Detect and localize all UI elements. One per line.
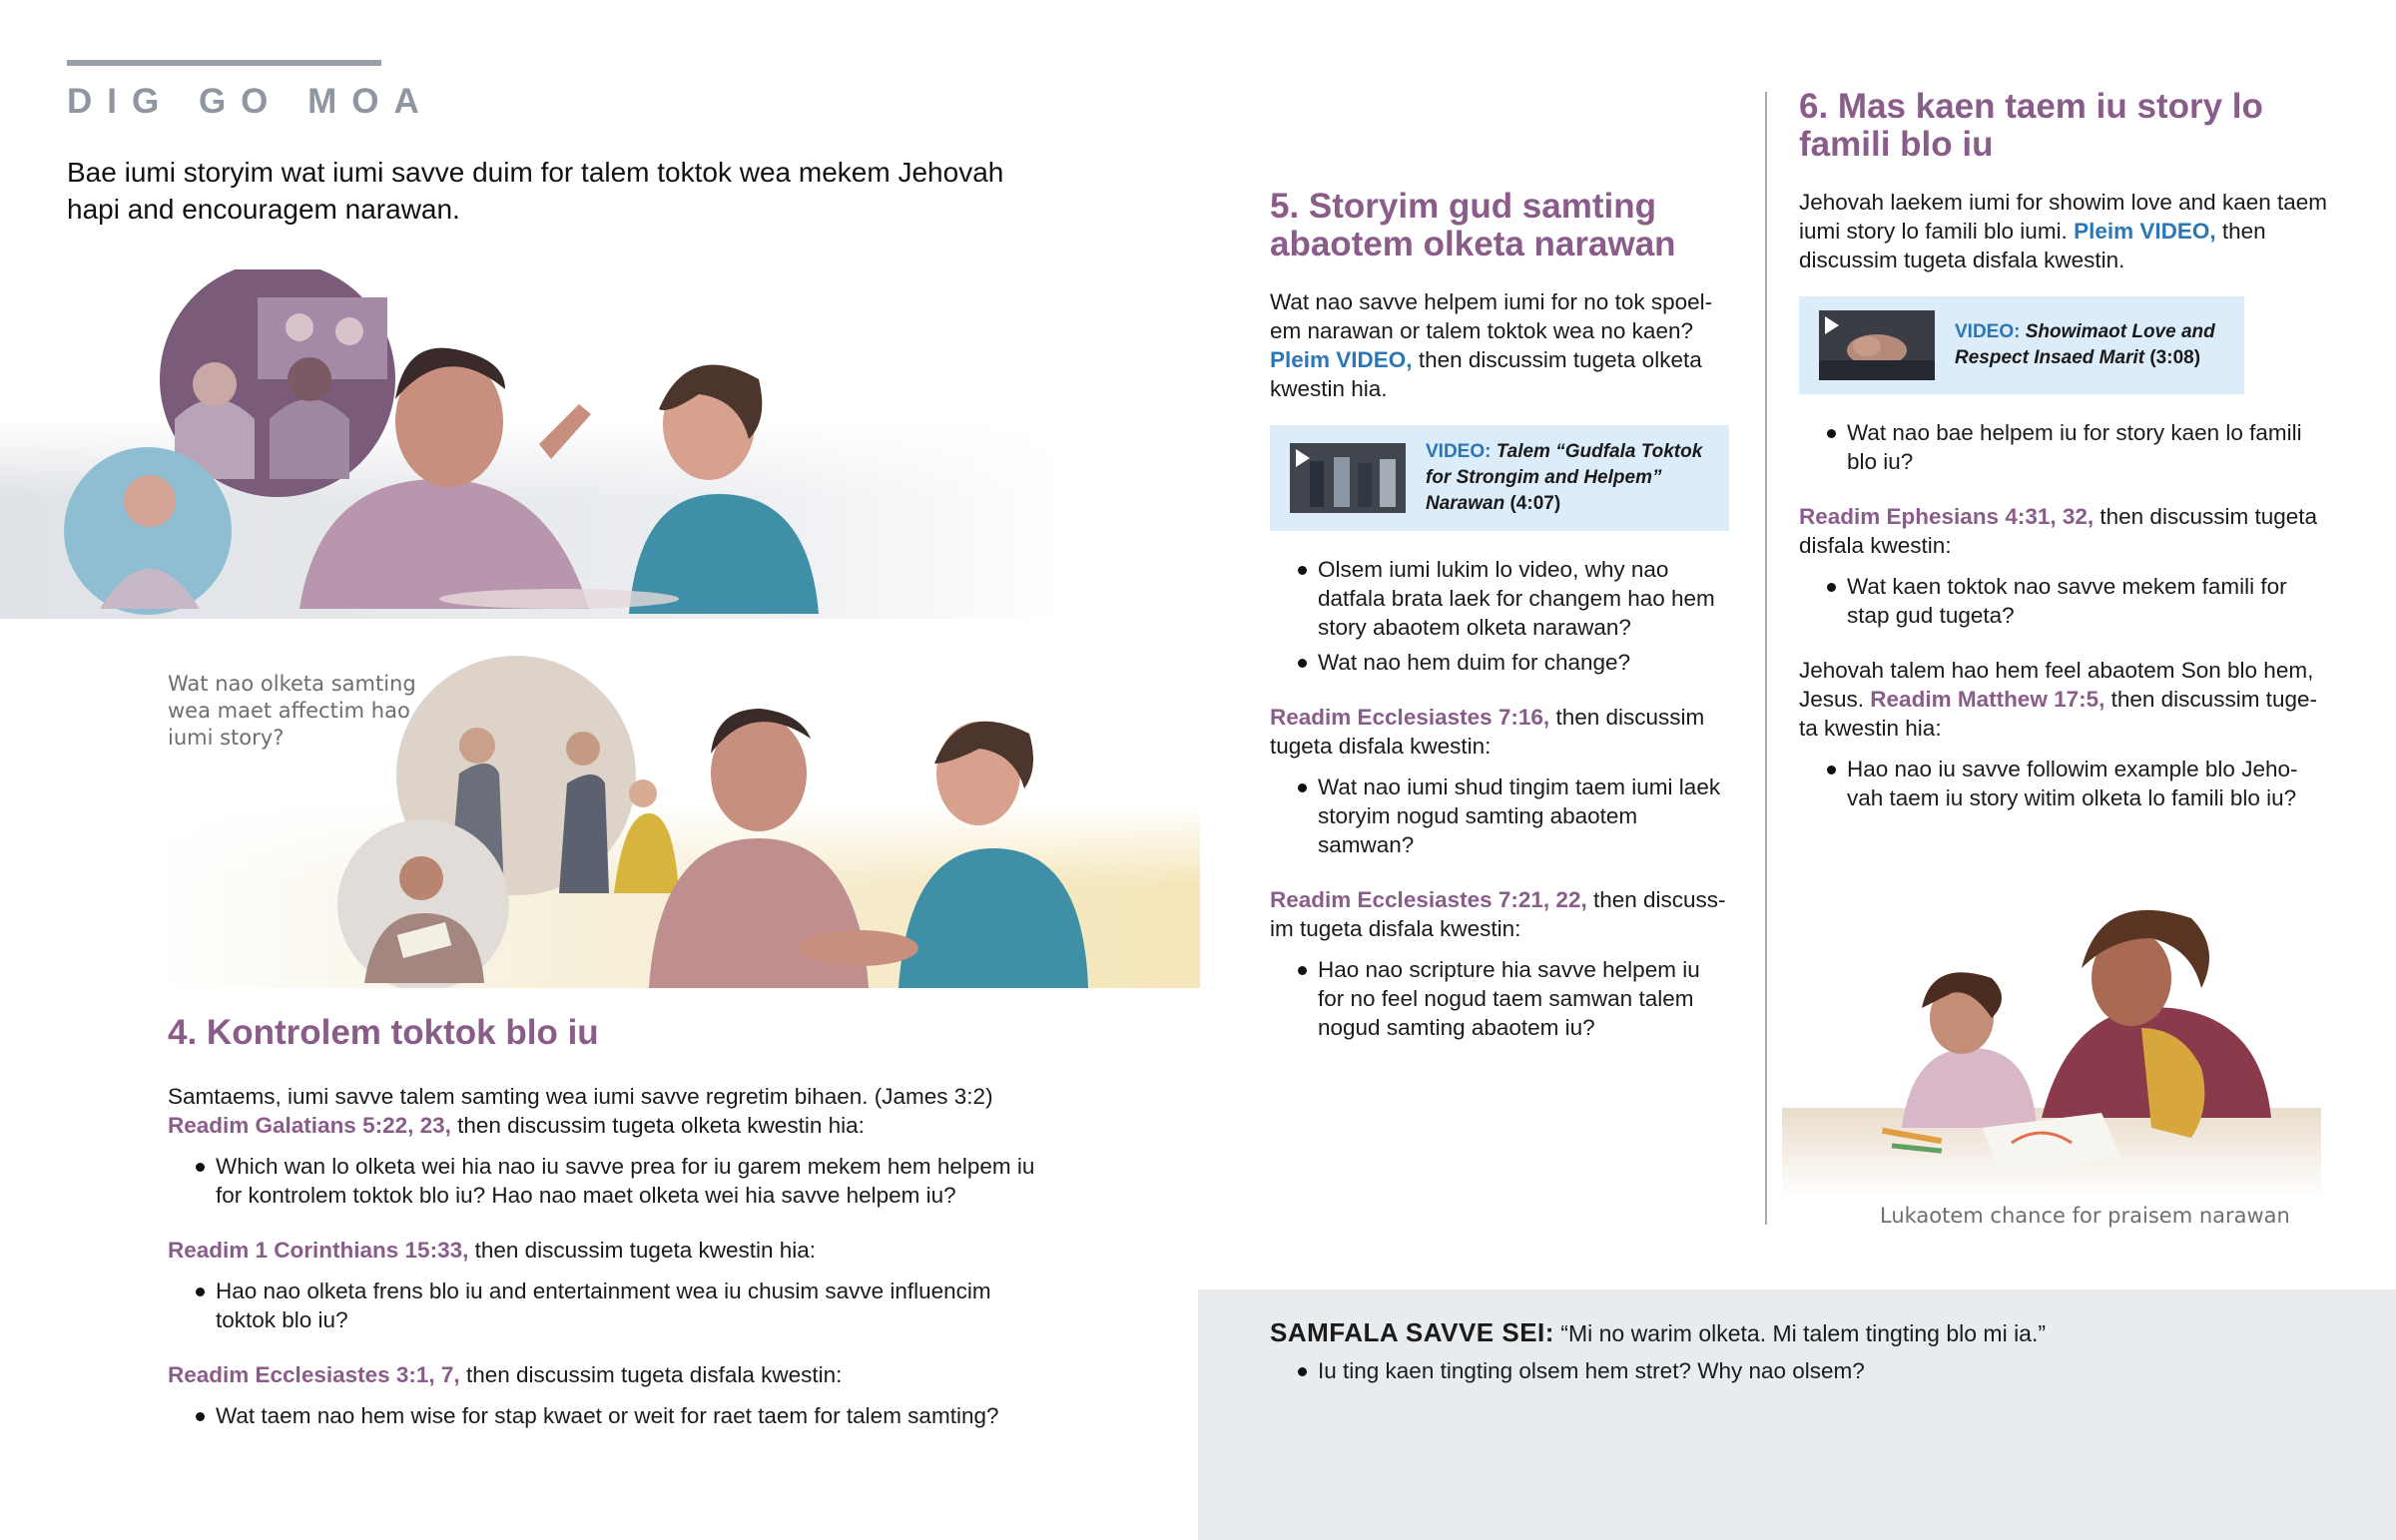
section-4-title: 4. Kontrolem toktok blo iu [168,1013,599,1052]
scripture-ref-1-corinthians[interactable]: Readim 1 Corinthians 15:33, [168,1238,469,1263]
video-title-showimaot[interactable]: VIDEO: Showimaot Love and Respect Insaed Marit (3:08) [1955,321,2215,368]
illustration-mother-child [1782,878,2321,1208]
play-icon [1296,449,1310,467]
section-5-ref-2-line: Readim Ecclesiastes 7:21, 22, then discuss-im tugeta disfala kwestin: [1270,887,1726,941]
some-say-questions [1270,1356,2268,1385]
some-say-line [1270,1317,2268,1348]
section-4-questions-3 [168,1401,1046,1430]
play-video-link[interactable]: Pleim VIDEO, [1270,347,1413,372]
question-item: Hao nao iu savve followim example blo Jeho-vah taem iu story witim olketa lo famili blo iu? [1799,755,2328,812]
some-say-lead: SAMFALA SAVVE SEI: [1270,1317,1554,1347]
section-6-questions-3 [1799,755,2328,812]
question-item: Iu ting kaen tingting olsem hem stret? Why nao olsem? [1270,1356,2268,1385]
illustration-caption-right: Lukaotem chance for praisem narawan [1880,1204,2290,1228]
scripture-ref-ecclesiastes-3[interactable]: Readim Ecclesiastes 3:1, 7, [168,1362,460,1387]
question-item: Wat nao iumi shud tingim taem iumi laek storyim nogud samting abaotem samwan? [1270,772,1729,859]
video-thumbnail[interactable] [1819,310,1935,380]
section-6-title: 6. Mas kaen taem iu story lo famili blo iu [1799,87,2263,164]
video-title-talem[interactable]: VIDEO: Talem “Gudfala Toktok for Strongim and Helpem” Narawan (4:07) [1426,441,1703,514]
scripture-ref-galatians[interactable]: Readim Galatians 5:22, 23, [168,1113,451,1138]
section-6-questions-2 [1799,572,2328,630]
question-item: Which wan lo olketa wei hia nao iu savve prea for iu garem mekem hem helpem iu for kontrolem toktok blo iu? Hao nao maet olketa wei hia savve helpem iu? [168,1152,1046,1210]
section-4-ref-3-line: Readim Ecclesiastes 3:1, 7, then discussim tugeta disfala kwestin: [168,1362,843,1387]
section-4-intro: Samtaems, iumi savve talem samting wea iumi savve regretim bihaen. (James 3:2) [168,1084,993,1109]
section-5-intro: Wat nao savve helpem iumi for no tok spoel-em narawan or talem toktok wea no kaen? Pleim VIDEO, then discussim tugeta olketa kwestin hia. [1270,289,1713,401]
scripture-ref-ecclesiastes-7-16[interactable]: Readim Ecclesiastes 7:16, [1270,705,1550,730]
section-4 [168,1014,1046,1436]
header-rule [67,60,381,66]
scripture-ref-matthew[interactable]: Readim Matthew 17:5, [1870,687,2105,712]
video-thumbnail[interactable] [1290,443,1406,513]
section-5-questions-3 [1270,955,1729,1042]
some-say-quote: “Mi no warim olketa. Mi talem tingting blo mi ia.” [1553,1320,2047,1346]
some-say-content [1270,1317,2268,1391]
section-5 [1270,188,1729,1048]
intro-paragraph: Bae iumi storyim wat iumi savve duim for talem toktok wea mekem Jehovah hapi and encouragem narawan. [67,157,1004,225]
section-5-questions-1 [1270,555,1729,677]
question-item: Hao nao scripture hia savve helpem iu for no feel nogud taem samwan talem nogud samting abaotem iu? [1270,955,1729,1042]
section-5-ref-1-line: Readim Ecclesiastes 7:16, then discussim tugeta disfala kwestin: [1270,705,1705,759]
section-6-intro: Jehovah laekem iumi for showim love and kaen taem iumi story lo famili blo iumi. Pleim VIDEO, then discussim tugeta disfala kwestin. [1799,190,2328,272]
section-4-ref-1-line: Readim Galatians 5:22, 23, then discussim tugeta olketa kwestin hia: [168,1113,865,1138]
scripture-ref-ephesians[interactable]: Readim Ephesians 4:31, 32, [1799,504,2095,529]
section-kicker: DIG GO MOA [67,82,434,121]
illustration-friendly [160,654,1200,988]
question-item: Wat taem nao hem wise for stap kwaet or weit for raet taem for talem samting? [168,1401,1046,1430]
play-video-link[interactable]: Pleim VIDEO, [2074,219,2216,244]
question-item: Wat kaen toktok nao savve mekem famili for stap gud tugeta? [1799,572,2328,630]
section-4-questions-2 [168,1277,1046,1334]
section-5-questions-2 [1270,772,1729,859]
section-6-para: Jehovah talem hao hem feel abaotem Son blo hem, Jesus. Readim Matthew 17:5, then discussim tuge-ta kwestin hia: [1799,658,2317,741]
section-6-ref-1-line: Readim Ephesians 4:31, 32, then discussim tugeta disfala kwestin: [1799,504,2318,558]
section-5-title: 5. Storyim gud samting abaotem olketa narawan [1270,187,1676,263]
section-6 [1799,88,2328,818]
question-item: Wat nao bae helpem iu for story kaen lo famili blo iu? [1799,418,2328,476]
question-item: Hao nao olketa frens blo iu and entertainment wea iu chusim savve influencim toktok blo iu? [168,1277,1046,1334]
illustration-caption-left: Wat nao olketa samting wea maet affectim hao iumi story? [168,672,416,750]
video-card-showimaot[interactable] [1799,296,2244,394]
section-4-questions-1 [168,1152,1046,1210]
illustration-argument [0,269,1058,619]
play-icon [1825,316,1839,334]
question-item: Olsem iumi lukim lo video, why nao datfala brata laek for changem hao hem story abaotem olketa narawan? [1270,555,1729,642]
video-card-talem[interactable] [1270,425,1729,531]
scripture-ref-ecclesiastes-7-21[interactable]: Readim Ecclesiastes 7:21, 22, [1270,887,1587,912]
question-item: Wat nao hem duim for change? [1270,648,1729,677]
column-divider [1765,92,1767,1225]
section-4-ref-2-line: Readim 1 Corinthians 15:33, then discussim tugeta kwestin hia: [168,1238,817,1263]
section-6-questions-1 [1799,418,2328,476]
